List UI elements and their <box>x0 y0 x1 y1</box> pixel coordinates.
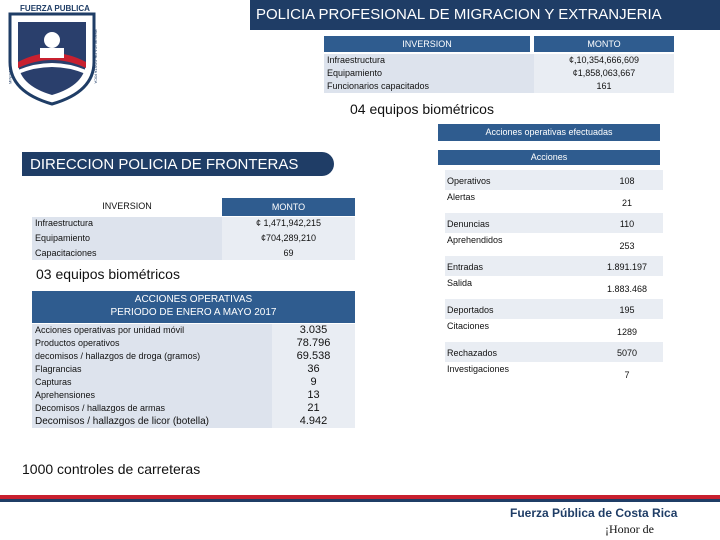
periodo-row-value: 3.035 <box>272 324 355 337</box>
page-title: POLICIA PROFESIONAL DE MIGRACION Y EXTRANJERIA <box>256 6 662 23</box>
migracion-col-inversion: INVERSION <box>324 36 530 52</box>
migracion-row-label: Equipamiento <box>324 67 534 80</box>
migracion-note: 04 equipos biométricos <box>350 101 494 117</box>
migracion-row-value: ¢,10,354,666,609 <box>534 54 674 67</box>
fronteras-col-monto: MONTO <box>222 198 355 216</box>
acciones-row-label: Entradas <box>447 262 484 272</box>
acciones-row <box>445 235 663 255</box>
acciones-periodo-header <box>32 291 355 323</box>
logo-text-top: FUERZA PUBLICA <box>20 4 90 13</box>
table-row <box>324 67 674 80</box>
fronteras-row-label: Equipamiento <box>32 230 222 247</box>
acciones-row <box>445 364 663 384</box>
acciones-row-label: Salida <box>447 277 473 288</box>
table-row <box>32 415 355 428</box>
acciones-row-value: 5070 <box>616 348 638 358</box>
periodo-row-value: 13 <box>272 389 355 402</box>
acciones-row-value: 253 <box>619 240 635 251</box>
controles-note: 1000 controles de carreteras <box>22 461 201 477</box>
table-row <box>324 54 674 67</box>
acciones-efectuadas-title: Acciones operativas efectuadas <box>438 124 660 141</box>
table-row <box>324 80 674 93</box>
periodo-row-value: 78.796 <box>272 337 355 350</box>
table-row <box>32 324 355 337</box>
table-row <box>32 402 355 415</box>
acciones-row-label: Denuncias <box>447 219 490 229</box>
table-row <box>32 350 355 363</box>
acciones-row-label: Operativos <box>447 176 491 186</box>
acciones-col-header: Acciones <box>438 150 660 165</box>
periodo-row-value: 21 <box>272 402 355 415</box>
fronteras-row-value: 69 <box>222 247 355 260</box>
periodo-row-label: Productos operativos <box>32 337 272 350</box>
periodo-row-value: 4.942 <box>272 415 355 428</box>
periodo-row-label: Acciones operativas por unidad móvil <box>32 324 272 337</box>
fronteras-row-value: ¢ 1,471,942,215 <box>222 217 355 230</box>
fronteras-row-label: Capacitaciones <box>32 247 222 260</box>
fronteras-col-inversion: INVERSION <box>32 198 222 214</box>
periodo-row-value: 36 <box>272 363 355 376</box>
fronteras-title: DIRECCION POLICIA DE FRONTERAS <box>30 156 299 173</box>
footer-org: Fuerza Pública de Costa Rica <box>510 506 678 520</box>
acciones-periodo-title: ACCIONES OPERATIVAS <box>134 294 253 305</box>
footer-blue-line <box>0 499 720 502</box>
table-row <box>32 217 355 230</box>
fronteras-row-label: Infraestructura <box>32 217 222 230</box>
acciones-row-value: 1.883.468 <box>606 283 648 294</box>
fronteras-title-banner <box>22 152 334 176</box>
acciones-row-label: Citaciones <box>447 320 490 331</box>
footer-motto: ¡Honor de <box>605 522 654 536</box>
acciones-row-value: 21 <box>621 197 632 208</box>
header-banner <box>250 0 720 30</box>
acciones-row-value: 7 <box>624 369 630 380</box>
fronteras-row-value: ¢704,289,210 <box>222 230 355 247</box>
acciones-row <box>445 170 663 190</box>
periodo-row-label: Capturas <box>32 376 272 389</box>
acciones-row-value: 1289 <box>616 326 638 337</box>
table-row <box>32 363 355 376</box>
periodo-row-value: 69.538 <box>272 350 355 363</box>
table-row <box>32 247 355 260</box>
fronteras-note: 03 equipos biométricos <box>36 266 180 282</box>
acciones-row <box>445 213 663 233</box>
acciones-row <box>445 192 663 212</box>
acciones-efectuadas-list <box>445 170 665 385</box>
migracion-row-value: 161 <box>534 80 674 93</box>
table-row <box>32 337 355 350</box>
acciones-row-value: 195 <box>619 305 635 315</box>
acciones-row-value: 108 <box>619 176 635 186</box>
table-row <box>32 230 355 247</box>
acciones-row <box>445 299 663 319</box>
acciones-row <box>445 278 663 298</box>
logo-text-right: REPUBLICA DE COSTA RICA <box>93 29 99 84</box>
periodo-row-label: Decomisos / hallazgos de armas <box>32 402 272 415</box>
table-row <box>32 376 355 389</box>
police-shield-emblem-icon <box>4 4 100 108</box>
logo-text-left: MINISTERIO DE SEGURIDAD <box>7 29 13 84</box>
police-logo <box>4 4 100 108</box>
acciones-row-label: Investigaciones <box>447 363 510 374</box>
migracion-row-label: Funcionarios capacitados <box>324 80 534 93</box>
periodo-row-label: Aprehensiones <box>32 389 272 402</box>
acciones-periodo-subtitle: PERIODO DE ENERO A MAYO 2017 <box>110 307 277 318</box>
periodo-row-label: Flagrancias <box>32 363 272 376</box>
acciones-row-label: Rechazados <box>447 348 498 358</box>
periodo-row-label: decomisos / hallazgos de droga (gramos) <box>32 350 272 363</box>
acciones-row-label: Deportados <box>447 305 494 315</box>
migracion-row-label: Infraestructura <box>324 54 534 67</box>
acciones-row <box>445 256 663 276</box>
acciones-row-label: Alertas <box>447 191 476 202</box>
table-row <box>32 389 355 402</box>
periodo-row-label: Decomisos / hallazgos de licor (botella) <box>32 415 272 428</box>
acciones-row-label: Aprehendidos <box>447 234 503 245</box>
migracion-row-value: ¢1,858,063,667 <box>534 67 674 80</box>
periodo-row-value: 9 <box>272 376 355 389</box>
acciones-row-value: 110 <box>619 219 635 229</box>
migracion-col-monto: MONTO <box>534 36 674 52</box>
acciones-row-value: 1.891.197 <box>606 262 648 272</box>
acciones-row <box>445 342 663 362</box>
acciones-row <box>445 321 663 341</box>
